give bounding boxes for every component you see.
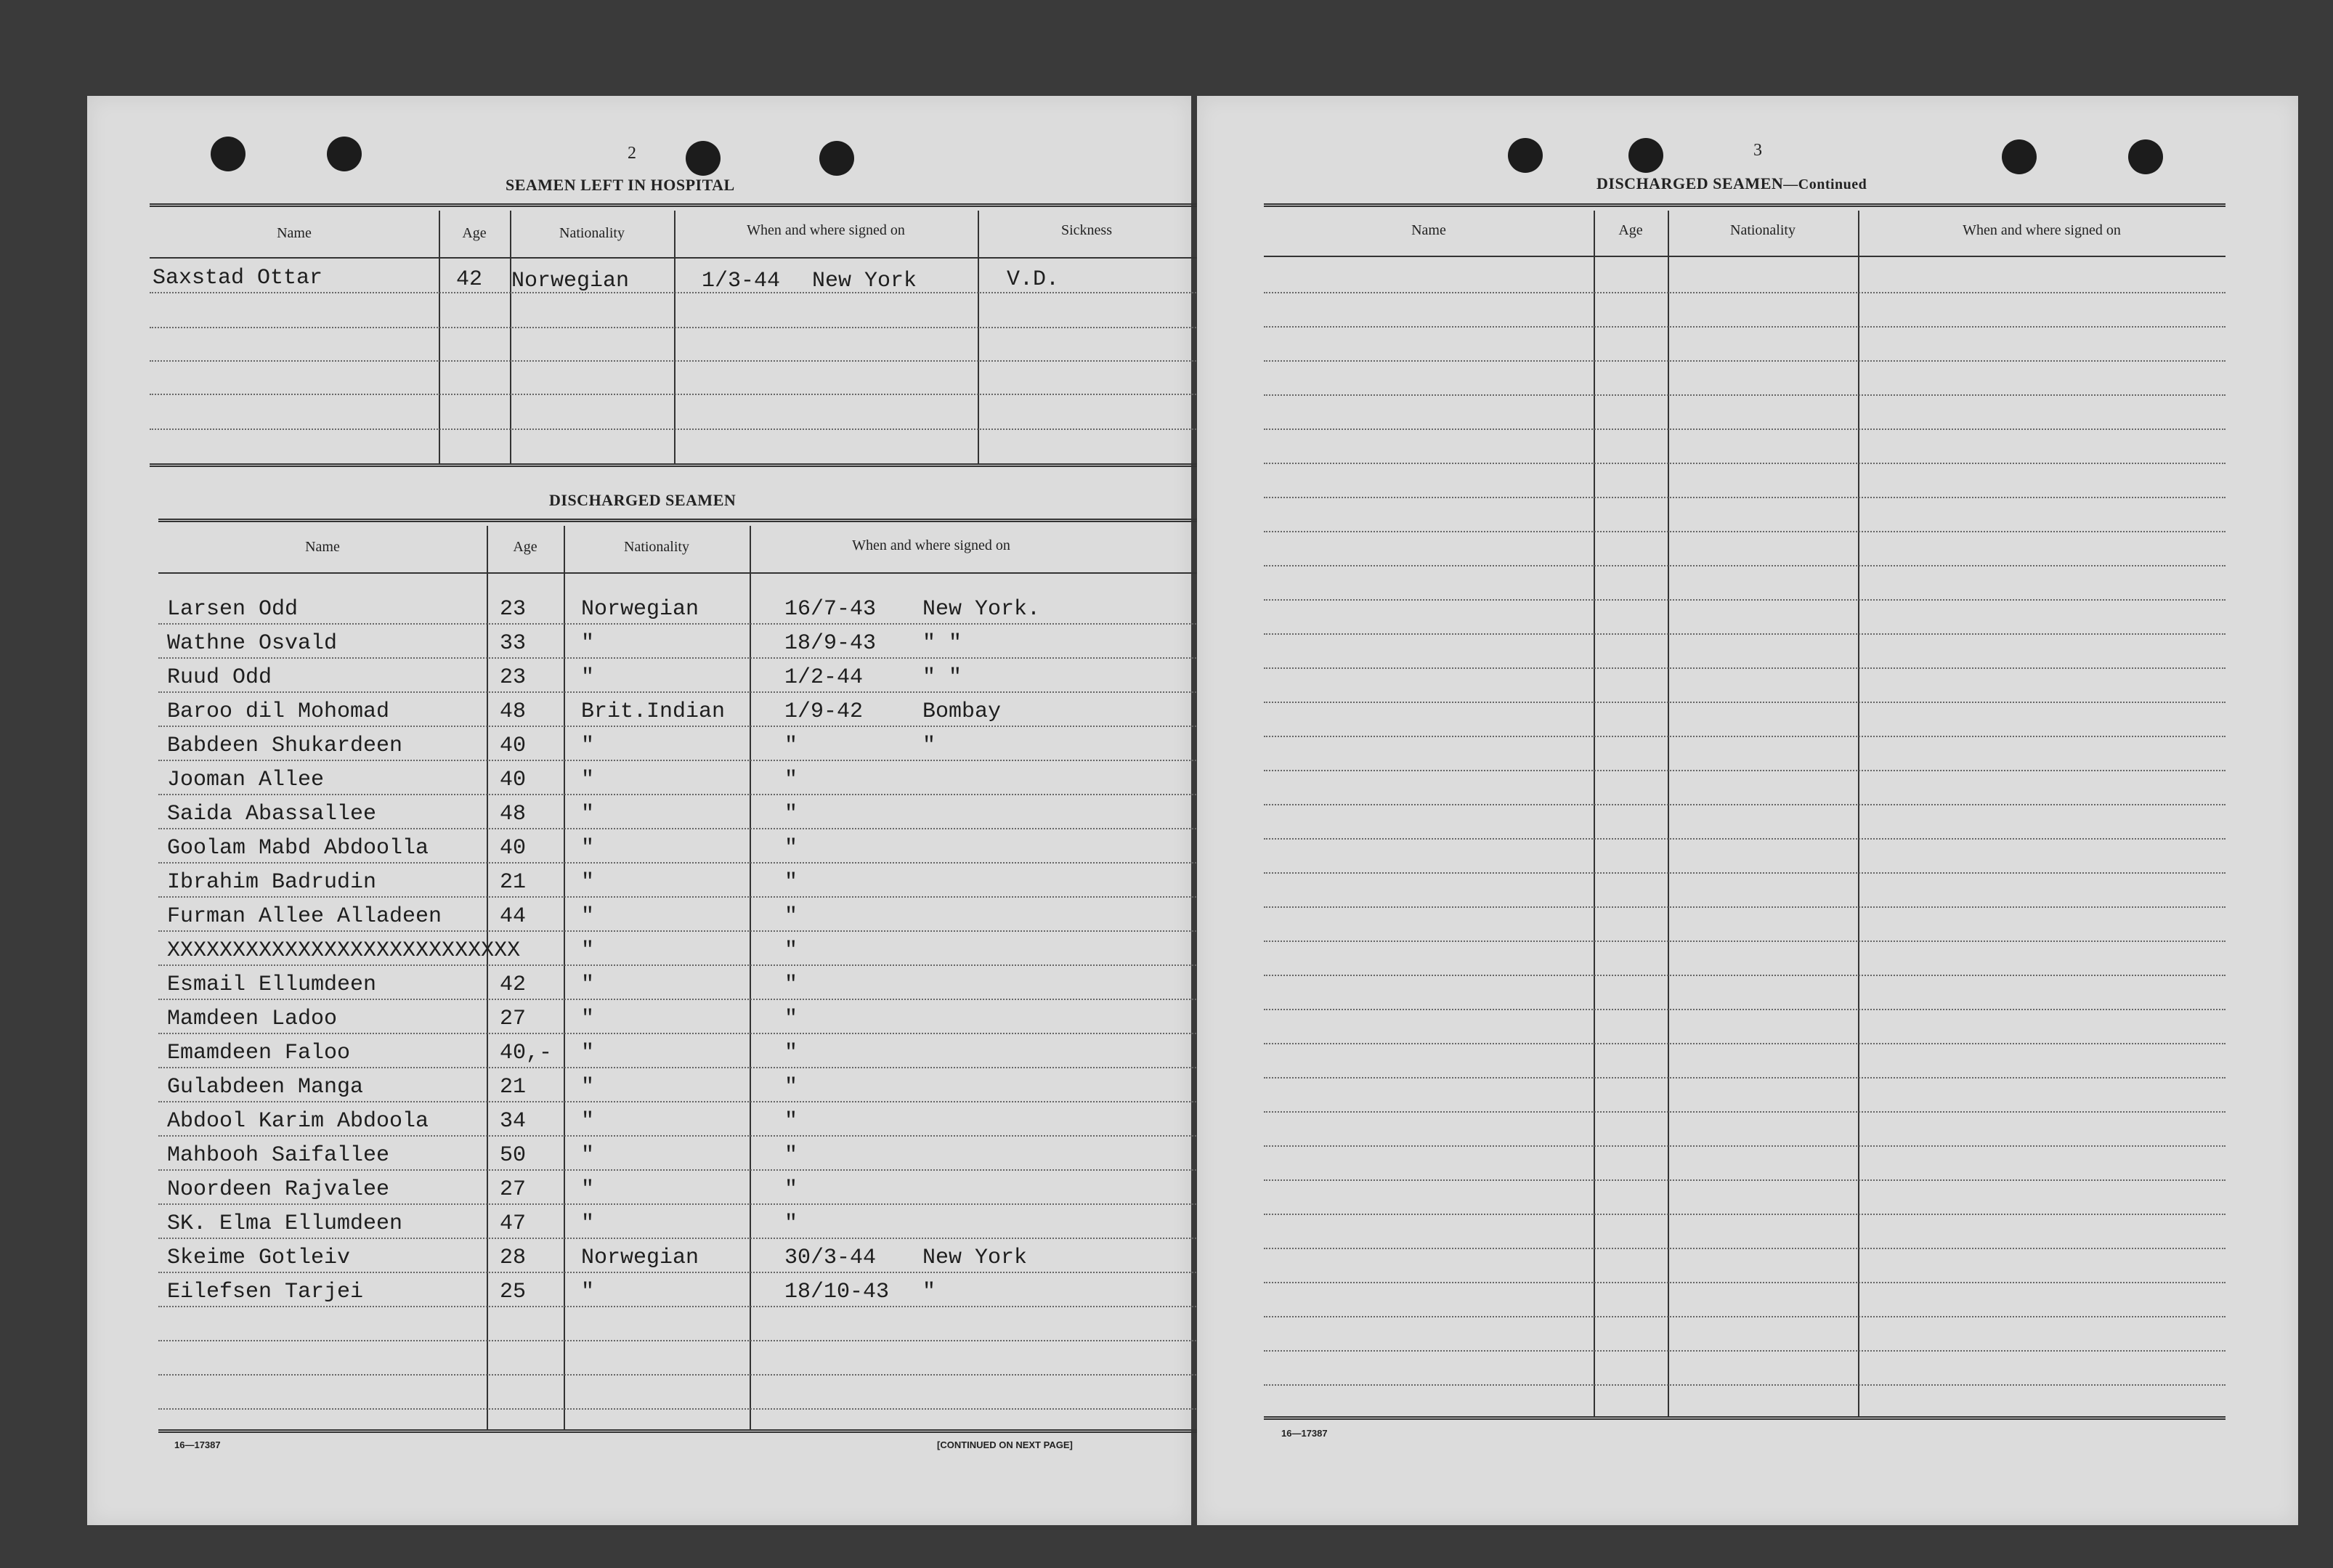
punch-hole [2128, 139, 2163, 174]
page-number: 2 [628, 144, 636, 163]
row-name: Saida Abassallee [167, 802, 377, 826]
form-number: 16—17387 [1281, 1428, 1328, 1439]
row-nationality: " [581, 1041, 595, 1065]
row-nationality: " [581, 972, 595, 997]
column-divider [1858, 211, 1859, 1416]
row-age: 50 [500, 1143, 527, 1168]
row-date: 1/9-42 [784, 699, 864, 724]
table-rule [1264, 1416, 2226, 1420]
row-rule [158, 1135, 1198, 1137]
punch-hole [686, 141, 721, 176]
row-rule [158, 1340, 1198, 1341]
row-name: Esmail Ellumdeen [167, 972, 377, 997]
row-rule [158, 691, 1198, 693]
row-rule [158, 760, 1198, 761]
row-age: 28 [500, 1246, 527, 1270]
row-rule [1264, 941, 2226, 942]
row-name: XXXXXXXXXXXXXXXXXXXXXXXXXXX [167, 938, 521, 963]
row-rule [1264, 292, 2226, 293]
row-rule [1264, 1179, 2226, 1181]
row-name: Larsen Odd [167, 597, 299, 622]
row-name: SK. Elma Ellumdeen [167, 1211, 403, 1236]
row-rule [158, 1033, 1198, 1034]
column-divider [439, 211, 440, 463]
row-age: 21 [500, 1075, 527, 1100]
hospital-place: New York [812, 269, 917, 293]
row-nationality: " [581, 904, 595, 929]
row-place: Bombay [922, 699, 1002, 724]
row-date: " [784, 1177, 798, 1202]
hdr-nationality: Nationality [1730, 222, 1796, 238]
row-rule [150, 394, 1198, 395]
row-rule [1264, 394, 2226, 396]
row-name: Mamdeen Ladoo [167, 1007, 338, 1031]
row-name: Goolam Mabd Abdoolla [167, 836, 429, 861]
row-rule [1264, 702, 2226, 703]
column-divider [750, 526, 751, 1429]
row-name: Mahbooh Saifallee [167, 1143, 390, 1168]
row-rule [1264, 360, 2226, 362]
row-rule [1264, 1111, 2226, 1113]
row-age: 23 [500, 665, 527, 690]
table-rule [158, 519, 1198, 522]
row-nationality: Norwegian [581, 1246, 699, 1270]
row-age: 34 [500, 1109, 527, 1134]
page-number: 3 [1753, 141, 1762, 160]
row-rule [1264, 531, 2226, 532]
row-name: Baroo dil Mohomad [167, 699, 390, 724]
row-name: Eilefsen Tarjei [167, 1280, 364, 1304]
row-rule [1264, 326, 2226, 328]
row-date: 18/9-43 [784, 631, 877, 656]
title-suffix: —Continued [1783, 176, 1867, 192]
column-divider [487, 526, 488, 1429]
hospital-name: Saxstad Ottar [153, 266, 323, 291]
row-rule [158, 964, 1198, 966]
punch-hole [1508, 138, 1543, 173]
row-place: " [922, 734, 936, 758]
punch-hole [819, 141, 854, 176]
row-date: " [784, 1109, 798, 1134]
hospital-sickness: V.D. [1007, 267, 1060, 292]
row-date: " [784, 734, 798, 758]
row-name: Ibrahim Badrudin [167, 870, 377, 895]
row-rule [1264, 599, 2226, 601]
row-rule [1264, 463, 2226, 464]
row-nationality: " [581, 1177, 595, 1202]
row-nationality: " [581, 870, 595, 895]
row-rule [158, 1306, 1198, 1307]
continued-note: [CONTINUED ON NEXT PAGE] [937, 1439, 1073, 1450]
row-nationality: " [581, 631, 595, 656]
row-rule [158, 1238, 1198, 1239]
row-rule [1264, 428, 2226, 430]
column-divider [1668, 211, 1669, 1416]
hdr-when-where: When and where signed on [852, 537, 1010, 553]
column-divider [510, 211, 511, 463]
row-rule [1264, 838, 2226, 840]
row-age: 40 [500, 836, 527, 861]
row-nationality: Brit.Indian [581, 699, 726, 724]
punch-hole [2002, 139, 2037, 174]
title-text: DISCHARGED SEAMEN [1596, 174, 1784, 192]
form-number: 16—17387 [174, 1439, 221, 1450]
punch-hole [1628, 138, 1663, 173]
row-age: 48 [500, 802, 527, 826]
table-rule [158, 572, 1198, 574]
row-age: 40 [500, 768, 527, 792]
row-nationality: " [581, 802, 595, 826]
continued-title [1596, 174, 1867, 193]
row-rule [1264, 1077, 2226, 1078]
row-rule [1264, 1009, 2226, 1010]
hospital-nationality: Norwegian [511, 269, 630, 293]
row-rule [1264, 1043, 2226, 1044]
hdr-nationality: Nationality [559, 225, 625, 241]
row-date: 18/10-43 [784, 1280, 890, 1304]
row-nationality: " [581, 1211, 595, 1236]
row-rule [158, 1101, 1198, 1102]
row-place: " " [922, 665, 962, 690]
row-age: 27 [500, 1177, 527, 1202]
punch-hole [327, 137, 362, 171]
hdr-name: Name [305, 539, 340, 555]
row-name: Babdeen Shukardeen [167, 734, 403, 758]
row-rule [158, 657, 1198, 659]
row-age: 27 [500, 1007, 527, 1031]
row-nationality: " [581, 1280, 595, 1304]
row-rule [158, 930, 1198, 932]
row-date: " [784, 938, 798, 963]
left-page [87, 96, 1191, 1525]
right-page [1197, 96, 2298, 1525]
row-name: Gulabdeen Manga [167, 1075, 364, 1100]
hdr-age: Age [513, 539, 537, 555]
hdr-age: Age [1618, 222, 1643, 238]
row-age: 40,- [500, 1041, 553, 1065]
table-rule [150, 463, 1198, 467]
row-nationality: " [581, 1143, 595, 1168]
row-date: 30/3-44 [784, 1246, 877, 1270]
row-rule [1264, 1384, 2226, 1386]
discharged-title: DISCHARGED SEAMEN [549, 491, 737, 509]
column-divider [674, 211, 675, 463]
row-name: Noordeen Rajvalee [167, 1177, 390, 1202]
row-nationality: " [581, 1075, 595, 1100]
row-rule [1264, 736, 2226, 737]
row-age: 42 [500, 972, 527, 997]
table-rule [1264, 203, 2226, 207]
row-place: " " [922, 631, 962, 656]
row-rule [150, 360, 1198, 362]
row-name: Jooman Allee [167, 768, 325, 792]
row-rule [1264, 1145, 2226, 1147]
row-rule [150, 292, 1198, 293]
row-nationality: " [581, 734, 595, 758]
row-rule [1264, 906, 2226, 908]
row-rule [150, 327, 1198, 328]
row-rule [1264, 1316, 2226, 1317]
row-name: Furman Allee Alladeen [167, 904, 442, 929]
row-rule [1264, 770, 2226, 771]
row-rule [158, 1374, 1198, 1376]
table-rule [1264, 256, 2226, 257]
row-date: " [784, 972, 798, 997]
row-date: " [784, 904, 798, 929]
row-rule [158, 828, 1198, 829]
row-age: 25 [500, 1280, 527, 1304]
row-age: 48 [500, 699, 527, 724]
row-rule [158, 999, 1198, 1000]
hdr-sickness: Sickness [1061, 222, 1112, 238]
row-rule [1264, 804, 2226, 805]
row-nationality: " [581, 1007, 595, 1031]
row-date: 16/7-43 [784, 597, 877, 622]
row-rule [1264, 872, 2226, 874]
row-rule [158, 1272, 1198, 1273]
row-rule [158, 1067, 1198, 1068]
row-date: " [784, 1041, 798, 1065]
row-place: " [922, 1280, 936, 1304]
row-name: Ruud Odd [167, 665, 272, 690]
row-date: 1/2-44 [784, 665, 864, 690]
table-rule [158, 1429, 1198, 1433]
row-rule [1264, 1350, 2226, 1352]
hdr-name: Name [277, 225, 312, 241]
row-nationality: " [581, 938, 595, 963]
row-rule [150, 428, 1198, 430]
row-date: " [784, 1075, 798, 1100]
row-nationality: " [581, 768, 595, 792]
column-divider [564, 526, 565, 1429]
row-age: 33 [500, 631, 527, 656]
row-age: 40 [500, 734, 527, 758]
row-name: Wathne Osvald [167, 631, 338, 656]
row-rule [1264, 1282, 2226, 1283]
hdr-when-where: When and where signed on [747, 222, 905, 238]
hospital-age: 42 [456, 267, 483, 292]
row-rule [158, 896, 1198, 898]
row-age: 21 [500, 870, 527, 895]
row-rule [1264, 497, 2226, 498]
row-rule [158, 623, 1198, 625]
row-rule [1264, 975, 2226, 976]
row-date: " [784, 870, 798, 895]
row-date: " [784, 836, 798, 861]
hdr-when-where: When and where signed on [1963, 222, 2121, 238]
row-nationality: " [581, 836, 595, 861]
row-age: 44 [500, 904, 527, 929]
row-rule [158, 1203, 1198, 1205]
hospital-title: SEAMEN LEFT IN HOSPITAL [506, 176, 735, 194]
row-rule [158, 1169, 1198, 1171]
row-name: Skeime Gotleiv [167, 1246, 351, 1270]
punch-hole [211, 137, 246, 171]
row-rule [1264, 1248, 2226, 1249]
row-rule [1264, 633, 2226, 635]
row-age: 47 [500, 1211, 527, 1236]
row-place: New York [922, 1246, 1028, 1270]
row-date: " [784, 1211, 798, 1236]
row-rule [1264, 1214, 2226, 1215]
row-rule [158, 1408, 1198, 1410]
row-nationality: Norwegian [581, 597, 699, 622]
row-name: Abdool Karim Abdoola [167, 1109, 429, 1134]
row-nationality: " [581, 665, 595, 690]
row-rule [158, 794, 1198, 795]
row-nationality: " [581, 1109, 595, 1134]
row-place: New York. [922, 597, 1041, 622]
row-date: " [784, 768, 798, 792]
row-date: " [784, 1007, 798, 1031]
column-divider [1594, 211, 1595, 1416]
table-rule [150, 203, 1198, 207]
row-rule [158, 862, 1198, 864]
hdr-name: Name [1411, 222, 1446, 238]
hdr-nationality: Nationality [624, 539, 689, 555]
row-date: " [784, 1143, 798, 1168]
column-divider [978, 211, 979, 463]
row-rule [1264, 667, 2226, 669]
row-rule [158, 726, 1198, 727]
row-date: " [784, 802, 798, 826]
row-name: Emamdeen Faloo [167, 1041, 351, 1065]
hospital-date: 1/3-44 [702, 269, 781, 293]
row-rule [1264, 565, 2226, 566]
row-age: 23 [500, 597, 527, 622]
hdr-age: Age [462, 225, 487, 241]
